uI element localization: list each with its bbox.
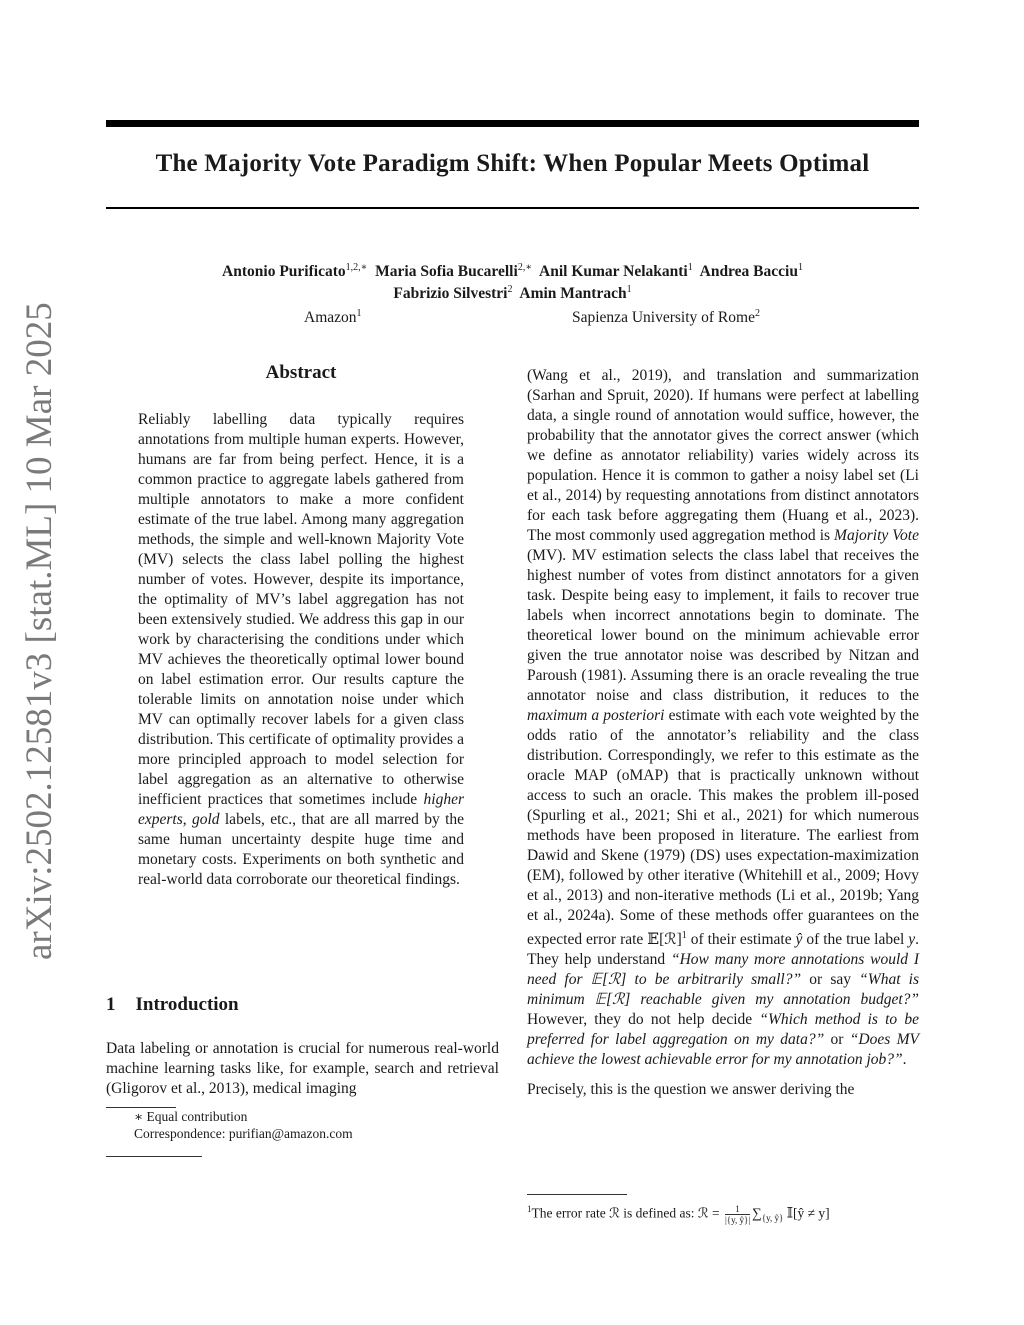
author: Anil Kumar Nelakanti$^1$ <box>539 262 693 281</box>
fraction: $\frac{1}{|\{y, ŷ\}|}$ <box>724 1203 751 1225</box>
introduction-paragraph-next: Precisely, this is the question we answer deriving the <box>527 1081 855 1099</box>
footnote-correspondence: Correspondence: purifian@amazon.com <box>134 1126 353 1141</box>
introduction-right-column <box>527 366 919 1100</box>
author-list-line-2 <box>106 284 919 303</box>
abstract-heading: Abstract <box>265 362 337 383</box>
footnote-equal-contribution: ∗ Equal contribution <box>134 1109 248 1124</box>
footnote-bottom-divider <box>106 1156 202 1157</box>
author: Andrea Bacciu$^1$ <box>699 262 803 281</box>
author: Antonio Purificato$^{1,2,∗}$ <box>222 262 368 281</box>
author-list-line-1 <box>106 262 919 281</box>
footnote-error-rate: $^1$The error rate ℛ is defined as: ℛ = $\frac{1}{|\{y, ŷ\}|}$ $\sum_{\{y, ŷ\}}$ 𝕀[ŷ ≠ y] <box>527 1203 830 1225</box>
author: Fabrizio Silvestri$^2$ <box>393 284 513 303</box>
abstract-body: Reliably labelling data typically requires annotations from multiple human experts. However, humans are far from being perfect. Hence, it is a common practice to aggregate labels gathered from multiple annotators to make a more confident estimate of the true label. Among many aggregation methods, the simple and well-known Majority Vote (MV) selects the class label polling the highest number of votes. However, despite its importance, the optimality of MV’s label aggregation has not been extensively studied. We address this gap in our work by characterising the conditions under which MV achieves the theoretically optimal lower bound on label estimation error. Our results capture the tolerable limits on annotation noise under which MV can optimally recover labels for a given class distribution. This certificate of optimality provides a more principled approach to model selection for label aggregation as an alternative to otherwise inefficient practices that sometimes include higher experts, gold labels, etc., that are all marred by the same human uncertainty despite huge time and monetary costs. Experiments on both synthetic and real-world data corroborate our theoretical findings. <box>138 411 465 888</box>
introduction-paragraph-start: Data labeling or annotation is crucial for numerous real-world machine learning tasks like, for example, search and retrieval (Gligorov et al., 2013), medical imaging <box>106 1040 499 1097</box>
title-bottom-rule <box>106 207 919 209</box>
paper-title: The Majority Vote Paradigm Shift: When Popular Meets Optimal <box>155 150 870 177</box>
section-heading-introduction: 1 Introduction <box>106 994 239 1015</box>
author: Maria Sofia Bucarelli$^{2,∗}$ <box>375 262 533 281</box>
introduction-paragraph-continued: (Wang et al., 2019), and translation and summarization (Sarhan and Spruit, 2020). If humans were perfect at labelling data, a single round of annotation would suffice, however, the probability that the annotator gives the correct answer (which we define as annotator reliability) varies widely across its population. Hence it is common to gather a noisy label set (Li et al., 2014) by requesting annotations from distinct annotators for each task before aggregating them (Huang et al., 2023). The most commonly used aggregation method is Majority Vote (MV). MV estimation selects the class label that receives the highest number of votes from distinct annotators for a given task. Despite being easy to implement, it fails to recover true labels when incorrect annotations begin to dominate. The theoretical lower bound on the minimum achievable error given the true annotator noise was described by Nitzan and Paroush (1981). Assuming there is an oracle revealing the true annotator noise and class distribution, it reduces to the maximum a posteriori estimate with each vote weighted by the odds ratio of the annotator’s reliability and the class distribution. Correspondingly, we refer to this estimate as the oracle MAP (oMAP) that is practically unknown without access to such an oracle. This makes the problem ill-posed (Spurling et al., 2021; Shi et al., 2021) for which numerous methods have been proposed in literature. The earliest from Dawid and Skene (1979) (DS) uses expectation-maximization (EM), followed by other iterative (Whitehill et al., 2009; Hovy et al., 2013) and non-iterative methods (Li et al., 2019b; Yang et al., 2024a). Some of these methods offer guarantees on the expected error rate 𝔼[ℛ]$^1$ of their estimate ŷ of the true label y. They help understand “How many more annotations would I need for 𝔼[ℛ] to be arbitrarily small?” or say “What is minimum 𝔼[ℛ] reachable given my annotation budget?” However, they do not help decide “Which method is to be preferred for label aggregation on my data?” or “Does MV achieve the lowest achievable error for my annotation job?”. <box>527 367 920 1069</box>
footnote-divider <box>106 1107 176 1108</box>
author: Amin Mantrach$^1$ <box>519 284 632 303</box>
footnote-divider-right <box>527 1194 627 1195</box>
arxiv-side-stamp: arXiv:2502.12581v3 [stat.ML] 10 Mar 2025 <box>19 302 60 960</box>
affiliation-sapienza: Sapienza University of Rome$^2$ <box>572 308 760 327</box>
affiliation-amazon: Amazon$^1$ <box>304 308 362 327</box>
title-top-rule <box>106 120 919 127</box>
